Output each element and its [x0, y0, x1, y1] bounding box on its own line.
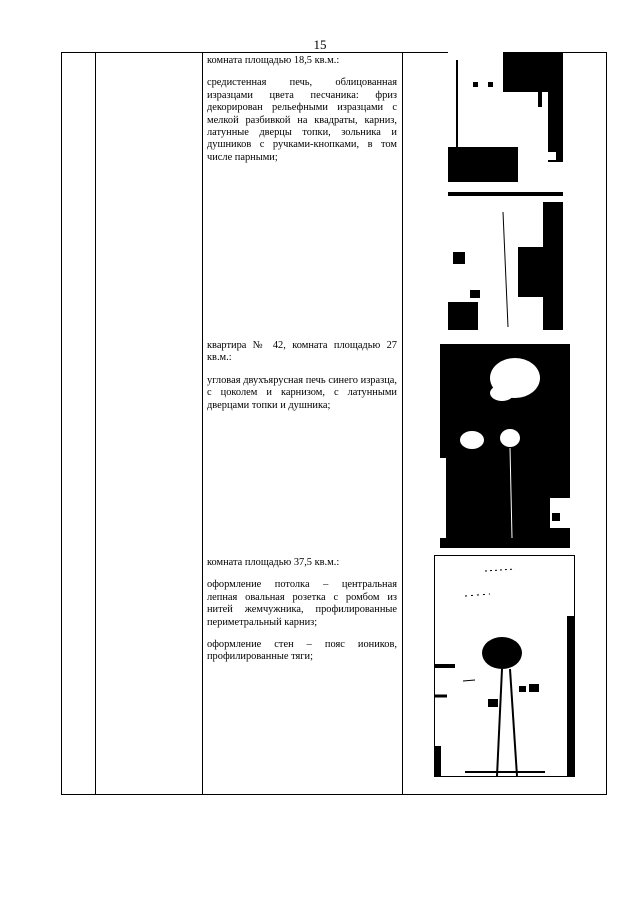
entry-2-paragraph: угловая двухъярусная печь синего изразца, с цоколем и карнизом, с латунными дверцами топки и душника; — [207, 374, 397, 411]
tiled-stove-photo — [448, 52, 563, 330]
entry-1-heading: комната площадью 18,5 кв.м.: — [207, 55, 340, 66]
entry-1-text — [207, 55, 397, 174]
entry-3-paragraph-2: оформление стен – пояс иоников, профилированные тяги; — [207, 639, 397, 663]
page-number: 15 — [313, 37, 327, 52]
column-divider-2 — [202, 52, 203, 795]
entry-1-paragraph: средистенная печь, облицованная изразцами цвета песчаника: фриз декорирован рельефными изразцами с мелкой разбивкой на квадраты, карниз, латунные дверцы топки, зольника и душников с ручками-кнопками, в том числе парными; — [207, 77, 397, 163]
entry-3-heading: комната площадью 37,5 кв.м.: — [207, 557, 340, 568]
blue-stove-photo-icon — [440, 338, 570, 548]
entry-2-heading: квартира № 42, комната площадью 27 кв.м.: — [207, 340, 397, 364]
column-divider-3 — [402, 52, 403, 795]
entry-2-text — [207, 340, 397, 422]
ceiling-rosette-photo — [434, 555, 575, 777]
ceiling-rosette-photo-icon — [435, 556, 574, 776]
tiled-stove-photo-icon — [448, 52, 563, 330]
column-divider-1 — [95, 52, 96, 795]
entry-3-paragraph-1: оформление потолка – центральная лепная овальная розетка с ромбом из нитей жемчужника, профилированные периметральный карниз; — [207, 579, 397, 628]
entry-3-text — [207, 557, 397, 674]
blue-stove-photo — [440, 338, 570, 548]
